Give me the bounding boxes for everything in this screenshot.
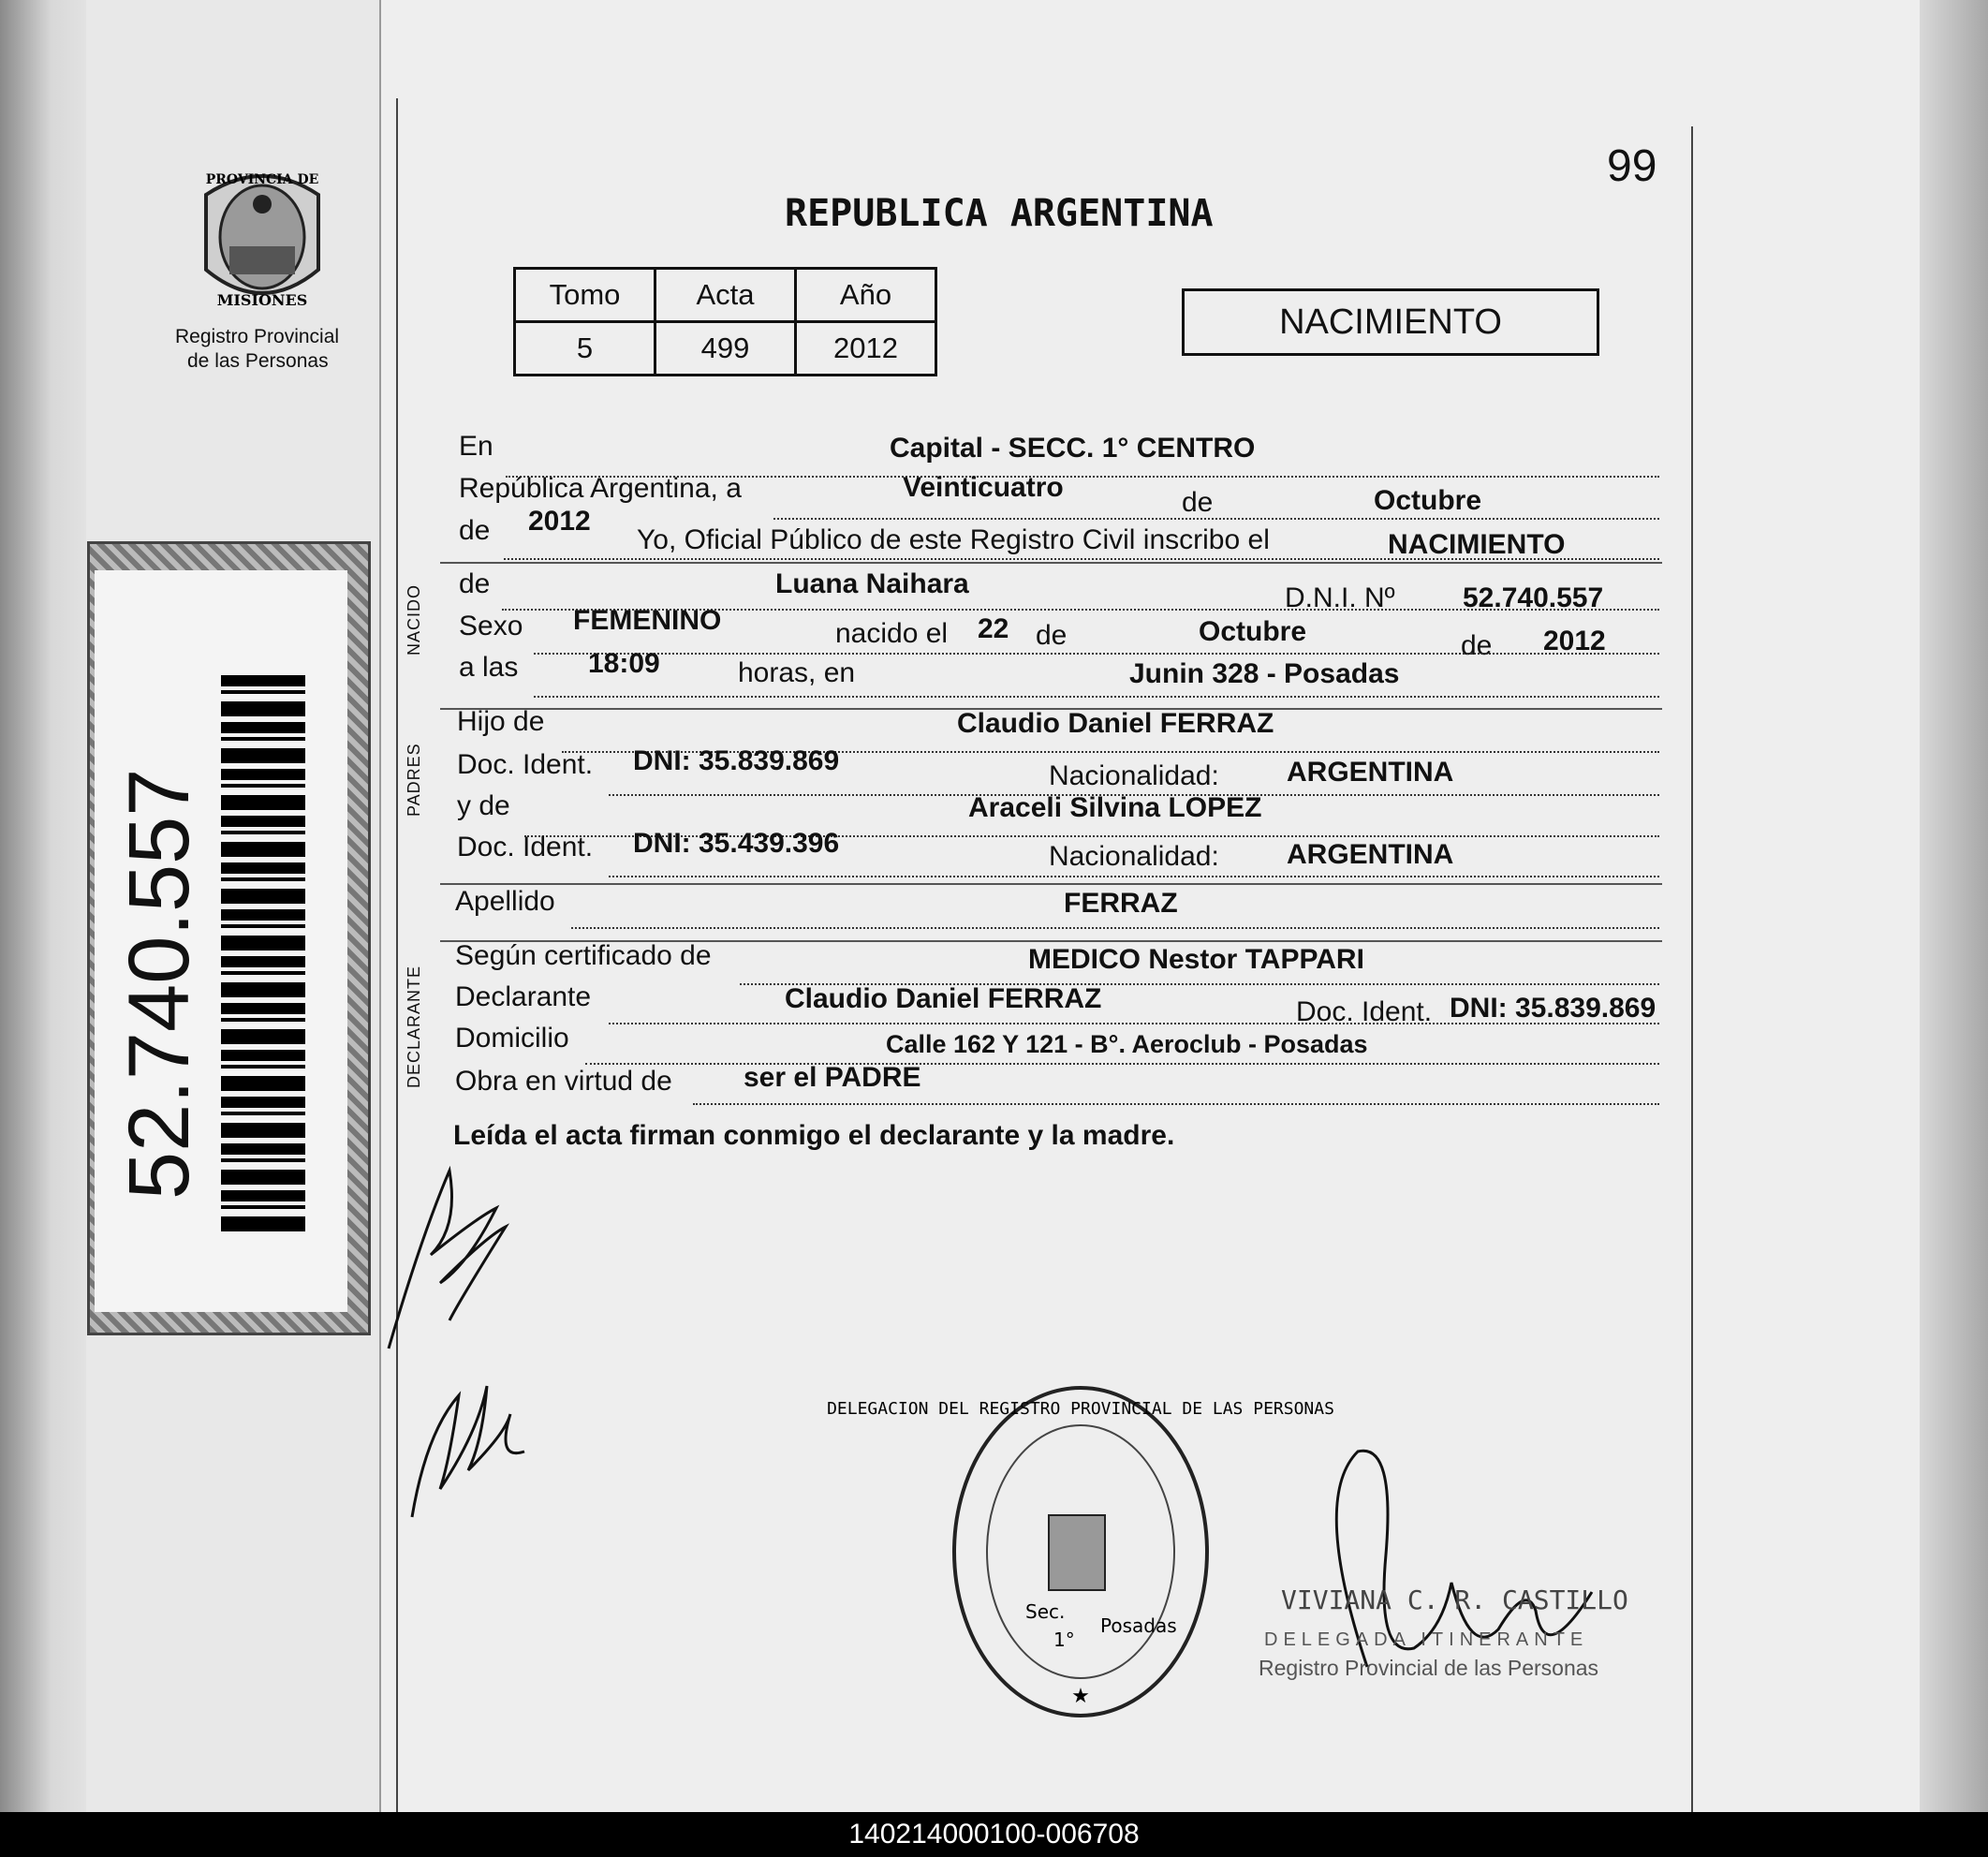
page-edge [1920,0,1988,1812]
svg-text:Posadas: Posadas [1100,1614,1177,1637]
dotted-line [571,927,1659,929]
official-title: DELEGADA ITINERANTE [1264,1629,1589,1650]
closing-statement: Leída el acta firman conmigo el declarante y la madre. [453,1120,1175,1151]
field-nac-dia: 22 [978,613,1009,644]
field-nac-mes: Octubre [1199,616,1307,647]
label-horas-en: horas, en [738,657,856,688]
label-de-5: de [1461,630,1493,661]
field-lugar-registro: Capital - SECC. 1° CENTRO [890,433,1256,464]
registry-name-line2: de las Personas [187,350,329,372]
registry-name-line1: Registro Provincial [175,326,340,347]
label-nacido-el: nacido el [835,618,949,649]
label-de-3: de [459,568,491,599]
field-dni: 52.740.557 [1463,582,1604,613]
svg-text:1°: 1° [1053,1629,1075,1651]
margin-rule [396,98,398,1812]
label-de-4: de [1036,620,1068,651]
document-id-bar [0,1812,1988,1857]
official-seal [827,1384,1334,1719]
country-title: REPUBLICA ARGENTINA [785,192,1214,235]
label-de: de [1182,487,1214,518]
dotted-line [693,1103,1659,1105]
field-apellido: FERRAZ [1064,888,1178,919]
dotted-line [534,696,1659,698]
field-certificado: MEDICO Nestor TAPPARI [1028,944,1364,975]
label-sexo: Sexo [459,611,523,641]
field-declarante-doc: DNI: 35.839.869 [1450,993,1657,1024]
dotted-line [609,876,1659,877]
side-label-nacido: NACIDO [405,583,423,656]
label-nacionalidad-madre: Nacionalidad: [1049,841,1219,872]
field-declarante: Claudio Daniel FERRAZ [785,983,1102,1014]
field-anio: 2012 [528,506,591,537]
field-mes: Octubre [1374,485,1482,516]
svg-text:MISIONES: MISIONES [216,291,308,309]
svg-text:Sec.: Sec. [1025,1600,1066,1623]
label-de-2: de [459,515,491,546]
province-emblem [187,157,337,317]
label-declarante: Declarante [455,981,592,1012]
table-cell-acta: 499 [655,322,796,376]
table-header-acta: Acta [655,269,796,322]
dotted-line [773,518,1659,520]
svg-text:★: ★ [1071,1684,1090,1707]
official-org: Registro Provincial de las Personas [1259,1656,1599,1680]
label-doc-ident-declarante: Doc. Ident. [1296,996,1433,1027]
svg-text:DELEGACION DEL REGISTRO PROVIN: DELEGACION DEL REGISTRO PROVINCIAL DE LAS PERSONAS [827,1399,1334,1419]
field-nombre: Luana Naihara [775,568,969,599]
table-cell-anio: 2012 [796,322,936,376]
label-domicilio: Domicilio [455,1023,569,1054]
label-hijo-de: Hijo de [457,706,545,737]
record-type-box [1182,288,1599,356]
page-number: 99 [1607,141,1657,191]
record-table [513,267,937,376]
section-divider [440,562,1662,564]
label-a-las: a las [459,652,519,683]
dotted-line [609,1023,1659,1024]
record-type: NACIMIENTO [1279,302,1502,342]
label-nacionalidad-padre: Nacionalidad: [1049,760,1219,791]
side-label-declarante: DECLARANTE [405,965,423,1088]
table-header-anio: Año [796,269,936,322]
side-label-padres: PADRES [405,743,423,817]
binding-edge [0,0,86,1812]
field-padre-doc: DNI: 35.839.869 [633,745,840,776]
barcode-icon [221,675,305,1237]
label-obra-en-virtud: Obra en virtud de [455,1066,672,1097]
label-republica: República Argentina, a [459,473,742,504]
field-dia: Veinticuatro [903,472,1064,503]
field-padre-nac: ARGENTINA [1287,757,1454,788]
declarant-signature [384,1152,552,1526]
table-cell-tomo: 5 [515,322,655,376]
field-madre-doc: DNI: 35.439.396 [633,828,840,859]
document-id: 140214000100-006708 [848,1819,1140,1850]
field-obra: ser el PADRE [744,1062,921,1093]
label-doc-ident-madre: Doc. Ident. [457,832,594,862]
field-hora: 18:09 [588,648,660,679]
section-divider [440,883,1662,885]
label-dni: D.N.I. Nº [1285,582,1395,613]
field-madre: Araceli Silvina LOPEZ [968,792,1262,823]
dotted-line [534,653,1659,655]
field-nac-anio: 2012 [1543,626,1606,656]
label-doc-ident-padre: Doc. Ident. [457,749,594,780]
label-apellido: Apellido [455,886,555,917]
barcode-label [87,541,371,1335]
svg-text:PROVINCIA DE: PROVINCIA DE [205,172,319,187]
right-rule [1691,126,1693,1812]
table-header-tomo: Tomo [515,269,655,322]
barcode-number: 52.740.557 [111,768,207,1200]
field-madre-nac: ARGENTINA [1287,839,1454,870]
field-inscribo: NACIMIENTO [1388,529,1566,560]
field-lugar-nacimiento: Junin 328 - Posadas [1129,658,1400,689]
label-en: En [459,431,493,462]
official-name: VIVIANA C. R. CASTILLO [1281,1584,1628,1615]
label-segun-certificado: Según certificado de [455,940,712,971]
field-sexo: FEMENINO [573,605,722,636]
label-y-de: y de [457,790,510,821]
text-yo-oficial: Yo, Oficial Público de este Registro Civil inscribo el [637,524,1270,555]
field-domicilio: Calle 162 Y 121 - B°. Aeroclub - Posadas [886,1030,1368,1058]
field-padre: Claudio Daniel FERRAZ [957,708,1274,739]
